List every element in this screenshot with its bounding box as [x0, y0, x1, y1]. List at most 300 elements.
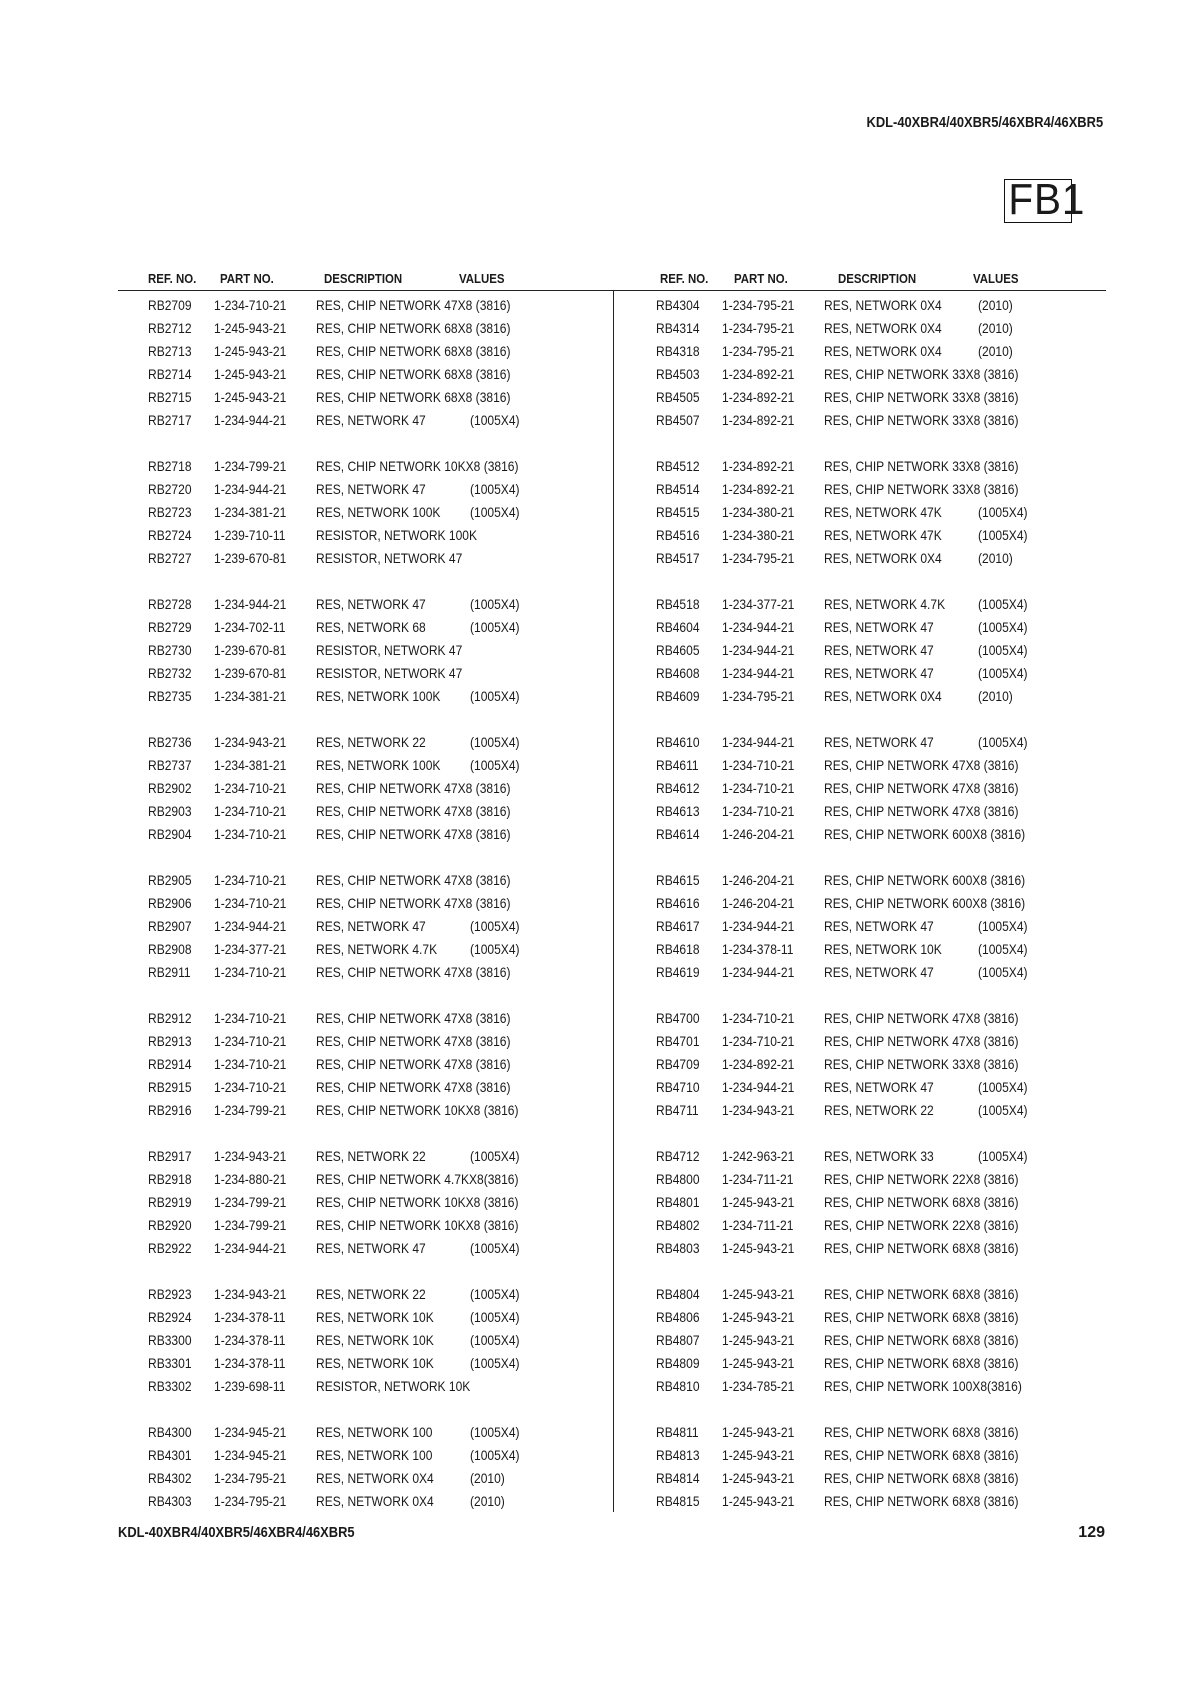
part-row [656, 478, 1126, 501]
values: (1005X4) [978, 964, 1028, 980]
description: RES, NETWORK 4.7K [316, 941, 438, 957]
ref-no: RB4518 [656, 596, 700, 612]
description: RES, CHIP NETWORK 68X8 (3816) [824, 1286, 1019, 1302]
description: RES, CHIP NETWORK 68X8 (3816) [316, 389, 511, 405]
ref-no: RB4700 [656, 1010, 700, 1026]
part-no: 1-246-204-21 [722, 872, 795, 888]
ref-no: RB2713 [148, 343, 192, 359]
part-no: 1-234-710-21 [214, 895, 287, 911]
ref-no: RB2924 [148, 1309, 192, 1325]
description: RES, CHIP NETWORK 47X8 (3816) [316, 1056, 511, 1072]
ref-no: RB4811 [656, 1424, 699, 1440]
part-no: 1-234-795-21 [214, 1470, 287, 1486]
part-no: 1-234-702-11 [214, 619, 286, 635]
values: (2010) [978, 320, 1013, 336]
description: RES, NETWORK 33 [824, 1148, 934, 1164]
part-no: 1-234-380-21 [722, 504, 795, 520]
part-row [148, 1352, 618, 1375]
part-row [656, 823, 1126, 846]
ref-no: RB2717 [148, 412, 192, 428]
part-row [656, 1444, 1126, 1467]
part-no: 1-234-944-21 [214, 596, 287, 612]
ref-no: RB2730 [148, 642, 192, 658]
ref-no: RB4302 [148, 1470, 192, 1486]
values: (1005X4) [470, 1424, 520, 1440]
ref-no: RB4515 [656, 504, 700, 520]
description: RES, CHIP NETWORK 10KX8 (3816) [316, 458, 519, 474]
parts-column-left [148, 294, 618, 1536]
part-no: 1-234-785-21 [722, 1378, 795, 1394]
part-row [656, 1490, 1126, 1513]
part-no: 1-239-710-11 [214, 527, 286, 543]
description: RES, NETWORK 47K [824, 504, 942, 520]
ref-no: RB2714 [148, 366, 192, 382]
part-no: 1-245-943-21 [722, 1424, 795, 1440]
values: (2010) [470, 1470, 505, 1486]
part-row [656, 892, 1126, 915]
description: RES, CHIP NETWORK 68X8 (3816) [824, 1309, 1019, 1325]
part-no: 1-234-377-21 [214, 941, 287, 957]
part-row [148, 1099, 618, 1122]
description: RES, CHIP NETWORK 47X8 (3816) [824, 1010, 1019, 1026]
description: RES, CHIP NETWORK 68X8 (3816) [824, 1332, 1019, 1348]
part-row [148, 754, 618, 777]
part-row [148, 777, 618, 800]
description: RES, NETWORK 10K [316, 1309, 434, 1325]
part-row [148, 662, 618, 685]
ref-no: RB2914 [148, 1056, 192, 1072]
model-number-footer: KDL-40XBR4/40XBR5/46XBR4/46XBR5 [118, 1524, 355, 1541]
part-no: 1-234-710-21 [214, 1079, 287, 1095]
description: RES, NETWORK 47K [824, 527, 942, 543]
description: RESISTOR, NETWORK 100K [316, 527, 478, 543]
part-no: 1-234-381-21 [214, 757, 287, 773]
description: RES, CHIP NETWORK 33X8 (3816) [824, 389, 1019, 405]
description: RES, NETWORK 4.7K [824, 596, 946, 612]
ref-no: RB2729 [148, 619, 192, 635]
section-label-box [1004, 175, 1086, 224]
ref-no: RB2737 [148, 757, 192, 773]
part-row [148, 1306, 618, 1329]
description: RES, CHIP NETWORK 47X8 (3816) [316, 1010, 511, 1026]
part-row [148, 1237, 618, 1260]
part-row [656, 1237, 1126, 1260]
part-no: 1-234-795-21 [214, 1493, 287, 1509]
part-no: 1-245-943-21 [214, 343, 287, 359]
parts-group [656, 1007, 1126, 1122]
values: (1005X4) [470, 412, 520, 428]
description: RES, CHIP NETWORK 47X8 (3816) [316, 826, 511, 842]
part-no: 1-234-378-11 [214, 1309, 286, 1325]
description: RESISTOR, NETWORK 47 [316, 642, 463, 658]
description: RES, NETWORK 0X4 [316, 1470, 434, 1486]
part-no: 1-245-943-21 [722, 1286, 795, 1302]
part-row [656, 1283, 1126, 1306]
ref-no: RB2906 [148, 895, 192, 911]
part-row [656, 1421, 1126, 1444]
part-row [148, 869, 618, 892]
description: RES, CHIP NETWORK 47X8 (3816) [824, 1033, 1019, 1049]
col-header-part: PART NO. [220, 271, 274, 286]
part-row [148, 938, 618, 961]
part-no: 1-234-710-21 [214, 872, 287, 888]
description: RES, CHIP NETWORK 33X8 (3816) [824, 1056, 1019, 1072]
part-row [656, 1375, 1126, 1398]
values: (1005X4) [470, 1148, 520, 1164]
ref-no: RB2923 [148, 1286, 192, 1302]
description: RES, NETWORK 47 [824, 642, 934, 658]
ref-no: RB4617 [656, 918, 700, 934]
description: RES, CHIP NETWORK 68X8 (3816) [824, 1194, 1019, 1210]
ref-no: RB4514 [656, 481, 700, 497]
part-row [656, 639, 1126, 662]
part-row [656, 363, 1126, 386]
values: (1005X4) [470, 1355, 520, 1371]
ref-no: RB4318 [656, 343, 700, 359]
ref-no: RB2912 [148, 1010, 192, 1026]
part-no: 1-239-670-81 [214, 550, 287, 566]
ref-no: RB2718 [148, 458, 192, 474]
part-row [656, 317, 1126, 340]
values: (1005X4) [978, 941, 1028, 957]
values: (1005X4) [978, 734, 1028, 750]
part-row [148, 1030, 618, 1053]
part-no: 1-234-795-21 [722, 297, 795, 313]
values: (1005X4) [470, 481, 520, 497]
values: (1005X4) [470, 688, 520, 704]
part-no: 1-234-892-21 [722, 481, 795, 497]
part-row [148, 1214, 618, 1237]
ref-no: RB4809 [656, 1355, 700, 1371]
description: RES, NETWORK 0X4 [824, 320, 942, 336]
ref-no: RB2920 [148, 1217, 192, 1233]
part-no: 1-245-943-21 [722, 1332, 795, 1348]
parts-group [656, 294, 1126, 432]
part-row [656, 1467, 1126, 1490]
part-no: 1-234-944-21 [214, 481, 287, 497]
column-headers-left [148, 271, 608, 289]
parts-group [148, 455, 618, 570]
values: (2010) [978, 343, 1013, 359]
part-row [148, 1467, 618, 1490]
values: (1005X4) [978, 1102, 1028, 1118]
description: RES, NETWORK 47 [824, 619, 934, 635]
part-no: 1-234-378-11 [722, 941, 794, 957]
description: RES, NETWORK 100 [316, 1424, 433, 1440]
parts-group [148, 869, 618, 984]
part-no: 1-234-795-21 [722, 550, 795, 566]
part-no: 1-234-799-21 [214, 1102, 287, 1118]
part-no: 1-234-710-21 [214, 803, 287, 819]
ref-no: RB2918 [148, 1171, 192, 1187]
ref-no: RB2919 [148, 1194, 192, 1210]
ref-no: RB2723 [148, 504, 192, 520]
ref-no: RB2902 [148, 780, 192, 796]
description: RES, NETWORK 0X4 [824, 297, 942, 313]
ref-no: RB4810 [656, 1378, 700, 1394]
part-no: 1-234-378-11 [214, 1332, 286, 1348]
col-header-description: DESCRIPTION [838, 271, 917, 286]
ref-no: RB4815 [656, 1493, 700, 1509]
values: (2010) [978, 297, 1013, 313]
ref-no: RB4701 [656, 1033, 700, 1049]
part-row [656, 547, 1126, 570]
part-no: 1-242-963-21 [722, 1148, 795, 1164]
parts-group [148, 1283, 618, 1398]
description: RES, NETWORK 10K [316, 1355, 434, 1371]
parts-group [656, 869, 1126, 984]
part-no: 1-245-943-21 [722, 1493, 795, 1509]
description: RES, NETWORK 47 [824, 964, 934, 980]
description: RES, NETWORK 47 [316, 481, 426, 497]
part-no: 1-234-799-21 [214, 1217, 287, 1233]
part-no: 1-234-944-21 [722, 964, 795, 980]
description: RES, CHIP NETWORK 47X8 (3816) [316, 964, 511, 980]
values: (1005X4) [978, 1079, 1028, 1095]
ref-no: RB4516 [656, 527, 700, 543]
ref-no: RB4803 [656, 1240, 700, 1256]
part-row [656, 777, 1126, 800]
part-row [148, 800, 618, 823]
part-row [148, 1053, 618, 1076]
ref-no: RB4804 [656, 1286, 700, 1302]
col-header-ref: REF. NO. [660, 271, 709, 286]
part-no: 1-234-944-21 [722, 734, 795, 750]
description: RES, NETWORK 47 [316, 1240, 426, 1256]
description: RES, CHIP NETWORK 47X8 (3816) [316, 803, 511, 819]
parts-group [148, 1145, 618, 1260]
parts-group [148, 294, 618, 432]
ref-no: RB2712 [148, 320, 192, 336]
ref-no: RB4611 [656, 757, 699, 773]
part-no: 1-234-944-21 [722, 918, 795, 934]
col-header-description: DESCRIPTION [324, 271, 403, 286]
part-row [148, 1007, 618, 1030]
ref-no: RB2915 [148, 1079, 192, 1095]
part-no: 1-234-710-21 [214, 1033, 287, 1049]
part-row [656, 593, 1126, 616]
ref-no: RB2917 [148, 1148, 192, 1164]
description: RES, CHIP NETWORK 47X8 (3816) [824, 780, 1019, 796]
description: RES, CHIP NETWORK 600X8 (3816) [824, 895, 1026, 911]
parts-group [656, 1283, 1126, 1398]
part-row [148, 386, 618, 409]
ref-no: RB4608 [656, 665, 700, 681]
description: RES, NETWORK 47 [824, 734, 934, 750]
ref-no: RB4814 [656, 1470, 700, 1486]
part-no: 1-234-799-21 [214, 1194, 287, 1210]
description: RESISTOR, NETWORK 47 [316, 665, 463, 681]
part-row [148, 616, 618, 639]
part-no: 1-239-698-11 [214, 1378, 286, 1394]
part-no: 1-246-204-21 [722, 895, 795, 911]
part-row [148, 1490, 618, 1513]
part-row [656, 340, 1126, 363]
part-row [656, 1306, 1126, 1329]
values: (1005X4) [470, 734, 520, 750]
part-row [148, 478, 618, 501]
part-row [148, 547, 618, 570]
ref-no: RB3301 [148, 1355, 192, 1371]
values: (1005X4) [470, 1447, 520, 1463]
ref-no: RB2908 [148, 941, 192, 957]
part-row [148, 524, 618, 547]
part-row [148, 455, 618, 478]
part-no: 1-234-880-21 [214, 1171, 287, 1187]
description: RESISTOR, NETWORK 10K [316, 1378, 471, 1394]
part-row [148, 317, 618, 340]
ref-no: RB4609 [656, 688, 700, 704]
ref-no: RB2911 [148, 964, 191, 980]
values: (1005X4) [470, 504, 520, 520]
part-row [656, 1145, 1126, 1168]
description: RES, NETWORK 47 [824, 665, 934, 681]
description: RES, NETWORK 100 [316, 1447, 433, 1463]
part-row [148, 1444, 618, 1467]
description: RES, CHIP NETWORK 33X8 (3816) [824, 412, 1019, 428]
description: RES, CHIP NETWORK 47X8 (3816) [824, 757, 1019, 773]
ref-no: RB4303 [148, 1493, 192, 1509]
part-row [148, 1329, 618, 1352]
part-row [656, 1168, 1126, 1191]
ref-no: RB4507 [656, 412, 700, 428]
part-no: 1-234-944-21 [722, 619, 795, 635]
ref-no: RB4512 [656, 458, 700, 474]
ref-no: RB2905 [148, 872, 192, 888]
description: RES, NETWORK 47 [316, 596, 426, 612]
part-no: 1-234-944-21 [722, 1079, 795, 1095]
ref-no: RB2916 [148, 1102, 192, 1118]
ref-no: RB4517 [656, 550, 700, 566]
part-no: 1-234-892-21 [722, 458, 795, 474]
part-row [148, 915, 618, 938]
part-no: 1-234-378-11 [214, 1355, 286, 1371]
values: (1005X4) [470, 1286, 520, 1302]
part-no: 1-234-944-21 [214, 412, 287, 428]
ref-no: RB2735 [148, 688, 192, 704]
description: RES, CHIP NETWORK 47X8 (3816) [824, 803, 1019, 819]
part-no: 1-234-710-21 [722, 1010, 795, 1026]
part-row [148, 363, 618, 386]
ref-no: RB2727 [148, 550, 192, 566]
ref-no: RB4618 [656, 941, 700, 957]
values: (1005X4) [978, 527, 1028, 543]
values: (1005X4) [470, 1332, 520, 1348]
description: RES, NETWORK 10K [316, 1332, 434, 1348]
part-row [148, 1168, 618, 1191]
ref-no: RB4605 [656, 642, 700, 658]
description: RES, NETWORK 22 [316, 1286, 426, 1302]
part-row [656, 869, 1126, 892]
description: RES, CHIP NETWORK 68X8 (3816) [824, 1355, 1019, 1371]
part-no: 1-234-945-21 [214, 1447, 287, 1463]
description: RES, CHIP NETWORK 10KX8 (3816) [316, 1217, 519, 1233]
description: RES, CHIP NETWORK 4.7KX8(3816) [316, 1171, 519, 1187]
col-header-part: PART NO. [734, 271, 788, 286]
values: (1005X4) [978, 918, 1028, 934]
values: (1005X4) [470, 1240, 520, 1256]
part-no: 1-234-710-21 [214, 964, 287, 980]
ref-no: RB2904 [148, 826, 192, 842]
part-row [148, 639, 618, 662]
part-no: 1-234-710-21 [722, 757, 795, 773]
part-row [656, 409, 1126, 432]
part-no: 1-234-943-21 [214, 1148, 287, 1164]
ref-no: RB4314 [656, 320, 700, 336]
part-row [656, 1099, 1126, 1122]
description: RES, CHIP NETWORK 47X8 (3816) [316, 297, 511, 313]
values: (1005X4) [470, 918, 520, 934]
part-no: 1-234-710-21 [214, 1010, 287, 1026]
part-row [148, 685, 618, 708]
col-header-values: VALUES [973, 271, 1019, 286]
parts-group [656, 1421, 1126, 1513]
ref-no: RB4813 [656, 1447, 700, 1463]
part-no: 1-234-892-21 [722, 366, 795, 382]
ref-no: RB2724 [148, 527, 192, 543]
description: RES, NETWORK 100K [316, 504, 441, 520]
parts-column-right [656, 294, 1126, 1536]
values: (1005X4) [978, 1148, 1028, 1164]
part-no: 1-234-381-21 [214, 688, 287, 704]
part-row [656, 800, 1126, 823]
part-no: 1-239-670-81 [214, 642, 287, 658]
values: (1005X4) [470, 619, 520, 635]
description: RESISTOR, NETWORK 47 [316, 550, 463, 566]
part-no: 1-234-710-21 [722, 803, 795, 819]
part-no: 1-245-943-21 [722, 1194, 795, 1210]
part-no: 1-239-670-81 [214, 665, 287, 681]
parts-group [148, 1421, 618, 1513]
ref-no: RB2715 [148, 389, 192, 405]
part-no: 1-245-943-21 [214, 389, 287, 405]
part-no: 1-246-204-21 [722, 826, 795, 842]
part-no: 1-234-943-21 [214, 734, 287, 750]
part-row [656, 1007, 1126, 1030]
part-row [656, 1076, 1126, 1099]
description: RES, CHIP NETWORK 22X8 (3816) [824, 1217, 1019, 1233]
part-no: 1-245-943-21 [722, 1355, 795, 1371]
part-row [148, 823, 618, 846]
part-no: 1-234-944-21 [722, 665, 795, 681]
part-no: 1-234-711-21 [722, 1217, 794, 1233]
part-no: 1-234-710-21 [214, 297, 287, 313]
part-row [148, 593, 618, 616]
part-row [656, 754, 1126, 777]
part-row [148, 1191, 618, 1214]
values: (1005X4) [470, 941, 520, 957]
description: RES, CHIP NETWORK 47X8 (3816) [316, 1079, 511, 1095]
parts-group [656, 1145, 1126, 1260]
values: (1005X4) [978, 665, 1028, 681]
ref-no: RB4802 [656, 1217, 700, 1233]
values: (1005X4) [978, 596, 1028, 612]
part-row [656, 915, 1126, 938]
ref-no: RB4616 [656, 895, 700, 911]
part-row [656, 1053, 1126, 1076]
part-no: 1-234-944-21 [214, 1240, 287, 1256]
ref-no: RB3300 [148, 1332, 192, 1348]
description: RES, CHIP NETWORK 10KX8 (3816) [316, 1194, 519, 1210]
part-no: 1-234-711-21 [722, 1171, 794, 1187]
ref-no: RB4710 [656, 1079, 700, 1095]
part-no: 1-245-943-21 [722, 1240, 795, 1256]
description: RES, CHIP NETWORK 33X8 (3816) [824, 481, 1019, 497]
part-no: 1-245-943-21 [722, 1447, 795, 1463]
model-number-header: KDL-40XBR4/40XBR5/46XBR4/46XBR5 [866, 114, 1103, 131]
ref-no: RB2903 [148, 803, 192, 819]
part-no: 1-234-795-21 [722, 320, 795, 336]
